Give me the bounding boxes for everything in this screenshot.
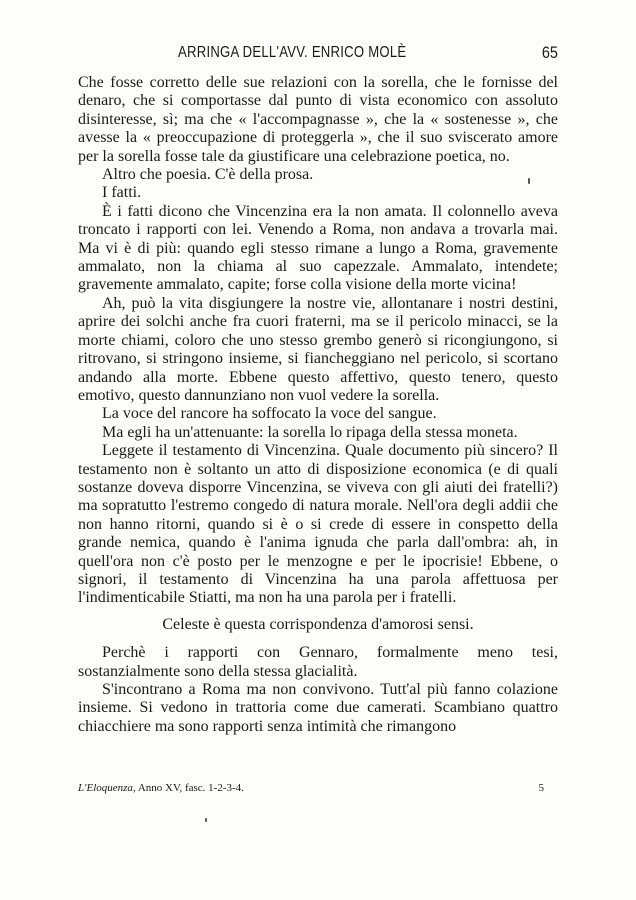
running-title: ARRINGA DELL'AVV. ENRICO MOLÈ [178,44,407,61]
paragraph: Ma egli ha un'attenuante: la sorella lo ripaga della stessa moneta. [102,423,518,441]
footer [78,782,544,798]
footer-citation [78,782,244,794]
footer-journal: L'Eloquenza, [78,782,136,794]
quoted-line: Celeste è questa corrispondenza d'amorosi sensi. [162,615,474,633]
body-text [78,74,558,736]
paragraph: S'incontrano a Roma ma non convivono. Tutt'al più fanno colazione insieme. Si vedono in trattoria come due camerati. Scambiano quattro chiacchiere ma sono rapporti senza intimità che rimangono [78,681,558,735]
footer-issue: Anno XV, fasc. 1-2-3-4. [135,782,244,794]
paragraph: La voce del rancore ha soffocato la voce del sangue. [102,405,437,423]
paragraph: Leggete il testamento di Vincenzina. Quale documento più sincero? Il testamento non è soltanto un atto di disposizione economica (e di quali sostanze doveva disporre Vincenzina, se viveva con gli aiuti dei fratelli?) ma sopratutto l'estremo congedo di natura morale. Nell'ora degli addii che non hanno ritorni, quando si è o si crede di essere in conspetto della grande nemica, quando è l'anima ignuda che parla dall'ombra: ah, in quell'ora non c'è posto per le menzogne e per le ipocrisie! Ebbene, o signori, il testamento di Vincenzina ha una parola affettuosa per l'indimenticabile Stiatti, ma non ha una parola per i fratelli. [78,442,558,607]
paragraph: Perchè i rapporti con Gennaro, formalmente meno tesi, sostanzialmente sono della stessa glacialità. [78,644,558,680]
paragraph: È i fatti dicono che Vincenzina era la non amata. Il colonnello aveva troncato i rapporti con lei. Venendo a Roma, non andava a trovarla mai. Ma vi è di più: quando egli stesso rimane a lungo a Roma, gravemente ammalato, non la chiama al suo capezzale. Ammalato, intendete; gravemente ammalato, capite; forse colla visione della morte vicina! [78,202,558,294]
signature-mark: 5 [538,782,544,794]
paragraph: Ah, può la vita disgiungere la nostre vie, allontanare i nostri destini, aprire dei solchi anche fra cuori fraterni, ma se il pericolo minacci, se la morte chiami, coloro che uno stesso grembo generò si ricongiungono, si ritrovano, si stringono insieme, si fiancheggiano nel pericolo, si scortano andando alla morte. Ebbene questo affettivo, questo tenero, questo emotivo, questo dannunziano non vuol vedere la sorella. [78,294,558,404]
paragraph: Altro che poesia. C'è della prosa. [102,166,314,184]
paragraph: Che fosse corretto delle sue relazioni con la sorella, che le fornisse del denaro, che si comportasse dal punto di vista economico con assoluto disinteresse, sì; ma che « l'accompagnasse », che la « sostenesse », che avesse la « preoccupazione di proteggerla », che il suo sviscerato amore per la sorella fosse tale da giustificare una celebrazione poetica, no. [78,74,558,165]
page-number: 65 [541,43,558,62]
ink-speck [205,818,207,822]
ink-speck [528,178,530,184]
running-head [78,44,558,68]
paragraph: I fatti. [102,184,142,202]
